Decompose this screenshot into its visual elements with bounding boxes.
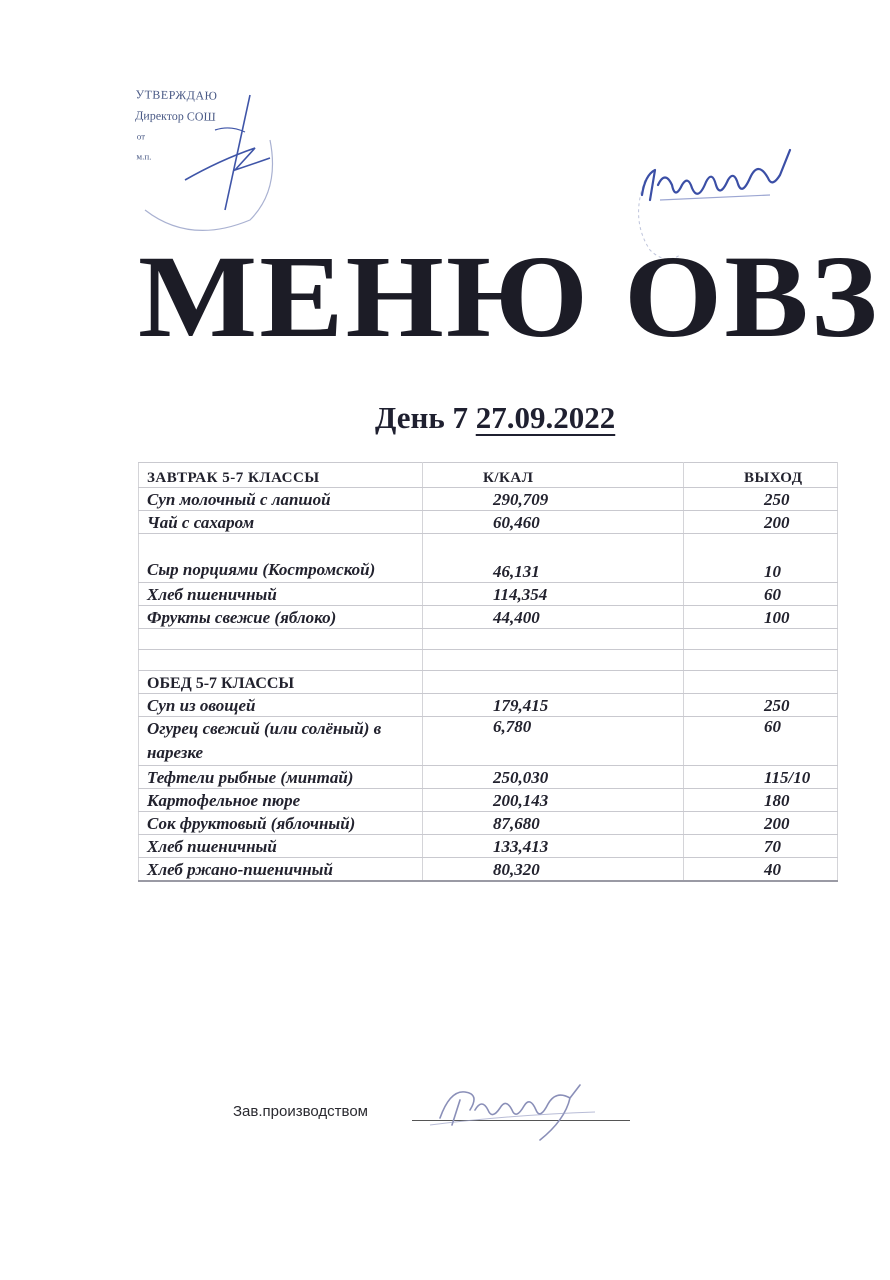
dish-kcal: 250,030 [423, 766, 684, 789]
yield-column-header: ВЫХОД [684, 463, 838, 488]
dish-yield: 250 [684, 694, 838, 717]
kcal-column-header: К/КАЛ [423, 463, 684, 488]
approval-position: Директор СОШ [135, 108, 216, 124]
page-title: МЕНЮ ОВЗ [138, 231, 880, 362]
dish-kcal: 179,415 [423, 694, 684, 717]
dish-yield: 60 [684, 717, 838, 766]
table-header-row [139, 463, 838, 488]
dish-name: Фрукты свежие (яблоко) [139, 606, 423, 629]
dish-name: Суп из овощей [139, 694, 423, 717]
day-subtitle [375, 400, 615, 436]
dish-name: Чай с сахаром [139, 511, 423, 534]
dish-name: Суп молочный с лапшой [139, 488, 423, 511]
dish-kcal: 46,131 [423, 534, 684, 583]
approval-block [134, 84, 217, 167]
dish-yield: 200 [684, 812, 838, 835]
dish-kcal: 60,460 [423, 511, 684, 534]
table-row [139, 835, 838, 858]
dish-kcal: 44,400 [423, 606, 684, 629]
dish-yield: 100 [684, 606, 838, 629]
table-row [139, 812, 838, 835]
dish-yield: 10 [684, 534, 838, 583]
breakfast-section-title: ЗАВТРАК 5-7 КЛАССЫ [139, 463, 423, 488]
dish-yield: 250 [684, 488, 838, 511]
dish-name: Сок фруктовый (яблочный) [139, 812, 423, 835]
dish-name: Хлеб ржано-пшеничный [139, 858, 423, 882]
dish-name: Сыр порциями (Костромской) [139, 534, 423, 583]
table-row [139, 858, 838, 882]
handwritten-signature-bottom [420, 1070, 610, 1150]
table-row [139, 694, 838, 717]
table-row [139, 789, 838, 812]
blank-row [139, 629, 838, 650]
table-row [139, 766, 838, 789]
dish-yield: 200 [684, 511, 838, 534]
day-label: День 7 [375, 400, 468, 435]
table-row [139, 534, 838, 583]
dish-kcal: 290,709 [423, 488, 684, 511]
dish-kcal: 133,413 [423, 835, 684, 858]
lunch-section-title: ОБЕД 5-7 КЛАССЫ [139, 671, 423, 694]
dish-name: Картофельное пюре [139, 789, 423, 812]
blank-row [139, 650, 838, 671]
dish-kcal: 87,680 [423, 812, 684, 835]
dish-name: Тефтели рыбные (минтай) [139, 766, 423, 789]
production-manager-label: Зав.производством [233, 1103, 368, 1120]
table-row [139, 488, 838, 511]
approval-seal-label: м.п. [136, 151, 152, 162]
dish-yield: 60 [684, 583, 838, 606]
dish-yield: 180 [684, 789, 838, 812]
table-row [139, 583, 838, 606]
dish-name: Огурец свежий (или солёный) в нарезке [139, 717, 423, 766]
menu-date: 27.09.2022 [475, 400, 616, 435]
dish-name: Хлеб пшеничный [139, 583, 423, 606]
approval-date-label: от [136, 131, 146, 142]
dish-kcal: 80,320 [423, 858, 684, 882]
table-row [139, 606, 838, 629]
dish-kcal: 200,143 [423, 789, 684, 812]
table-row [139, 511, 838, 534]
dish-yield: 40 [684, 858, 838, 882]
menu-table [138, 462, 838, 882]
dish-yield: 70 [684, 835, 838, 858]
lunch-section-row [139, 671, 838, 694]
approval-heading: УТВЕРЖДАЮ [135, 87, 218, 103]
dish-kcal: 6,780 [423, 717, 684, 766]
dish-kcal: 114,354 [423, 583, 684, 606]
dish-yield: 115/10 [684, 766, 838, 789]
dish-name: Хлеб пшеничный [139, 835, 423, 858]
table-row [139, 717, 838, 766]
